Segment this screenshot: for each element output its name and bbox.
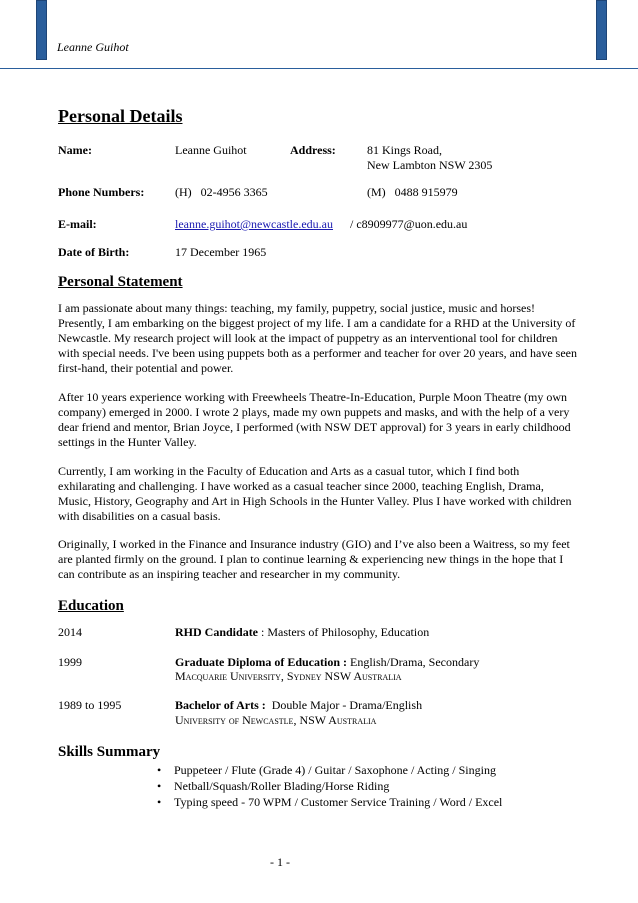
education-heading: Education — [58, 598, 124, 614]
dob-value: 17 December 1965 — [175, 245, 267, 259]
education-institution-2: Macquarie University, Sydney NSW Australia — [175, 669, 402, 683]
header-name: Leanne Guihot — [57, 40, 129, 54]
email-secondary: / c8909977@uon.edu.au — [350, 217, 468, 231]
personal-details-heading: Personal Details — [58, 106, 183, 126]
education-degree-1: RHD Candidate — [175, 625, 259, 639]
education-institution-3: University of Newcastle, NSW Australia — [175, 713, 377, 727]
education-entry-3 — [175, 698, 422, 713]
address-label: Address: — [290, 143, 336, 157]
statement-paragraph-1: I am passionate about many things: teaching, my family, puppetry, social justice, music and horses! Presently, I am embarking on the biggest project of my life. I am a candidate for a RHD at the University of Newcastle. My research project will look at the impact of puppetry as an interventional tool for children with special needs. I've been using puppets both as a performer and teacher for over 20 years, and have seen first-hand, their potential and power. — [58, 301, 577, 375]
education-degree-3: Bachelor of Arts : — [175, 698, 266, 712]
phone-label: Phone Numbers: — [58, 185, 145, 199]
education-detail-2: English/Drama, Secondary — [347, 655, 480, 669]
skill-item-1: Puppeteer / Flute (Grade 4) / Guitar / Saxophone / Acting / Singing — [174, 763, 496, 777]
phone-mobile: (M) 0488 915979 — [367, 185, 458, 199]
statement-paragraph-2: After 10 years experience working with Freewheels Theatre-In-Education, Purple Moon Theatre (my own company) emerged in 2000. I wrote 2 plays, made my own puppets and masks, and with the help of a very dear friend and mentor, Brian Joyce, I performed (with NSW DET approval) for 3 years in early childhood settings in the Hunter Valley. — [58, 390, 571, 449]
education-degree-2: Graduate Diploma of Education : — [175, 655, 348, 669]
email-label: E-mail: — [58, 217, 97, 231]
name-label: Name: — [58, 143, 92, 157]
education-year-3: 1989 to 1995 — [58, 698, 122, 712]
phone-home: (H) 02-4956 3365 — [175, 185, 268, 199]
education-entry-2 — [175, 655, 479, 670]
personal-statement-heading: Personal Statement — [58, 274, 183, 290]
address-line1: 81 Kings Road, — [367, 143, 442, 157]
page-number: - 1 - — [270, 855, 290, 869]
education-entry-1 — [175, 625, 429, 640]
header-rule — [0, 68, 638, 69]
education-year-1: 2014 — [58, 625, 82, 639]
education-year-2: 1999 — [58, 655, 82, 669]
name-value: Leanne Guihot — [175, 143, 247, 157]
education-detail-3: Double Major - Drama/English — [265, 698, 423, 712]
header-decoration-bar-right — [596, 0, 607, 60]
header-decoration-bar-left — [36, 0, 47, 60]
skill-item-2: Netball/Squash/Roller Blading/Horse Riding — [174, 779, 390, 793]
statement-paragraph-3: Currently, I am working in the Faculty of Education and Arts as a casual tutor, which I find both exhilarating and challenging. I have worked as a casual teacher since 2000, teaching English, Drama, Music, History, Geography and Art in High Schools in the Hunter Valley. Plus I have worked with children with disabilities on a casual basis. — [58, 464, 572, 523]
skill-bullet-3: • — [157, 795, 162, 809]
address-line2: New Lambton NSW 2305 — [367, 158, 493, 172]
skill-bullet-2: • — [157, 779, 162, 793]
skill-bullet-1: • — [157, 763, 162, 777]
skills-summary-heading: Skills Summary — [58, 744, 161, 760]
skill-item-3: Typing speed - 70 WPM / Customer Service Training / Word / Excel — [174, 795, 503, 809]
statement-paragraph-4: Originally, I worked in the Finance and Insurance industry (GIO) and I’ve also been a Waitress, so my feet are planted firmly on the ground. I plan to continue learning & experiencing new things in the hope that I can contribute as an inspiring teacher and researcher in my community. — [58, 537, 570, 581]
email-primary-link[interactable]: leanne.guihot@newcastle.edu.au — [175, 217, 333, 231]
education-detail-1: : Masters of Philosophy, Education — [258, 625, 430, 639]
dob-label: Date of Birth: — [58, 245, 130, 259]
